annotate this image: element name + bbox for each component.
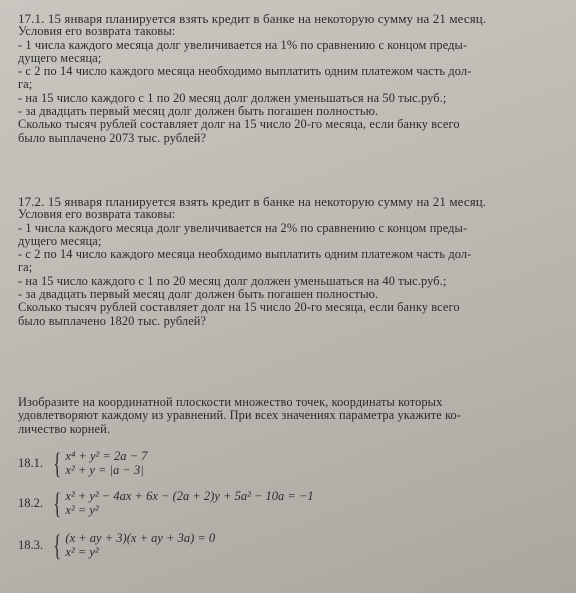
problem-17-2-line: - за двадцать первый месяц долг должен быть погашен полностью. — [18, 287, 379, 302]
problem-17-1-line: - с 2 по 14 число каждого месяца необходимо выплатить одним платежом часть дол- — [18, 64, 472, 79]
equation: x⁴ + y² = 2a − 7 — [65, 449, 148, 463]
problem-label: 18.2. — [18, 496, 43, 510]
problem-17-2-line: Сколько тысяч рублей составляет долг на 15 число 20-го месяца, если банку всего — [18, 300, 460, 315]
problem-17-1-line: - на 15 число каждого с 1 по 20 месяц долг должен уменьшаться на 50 тыс.руб.; — [18, 90, 447, 105]
problem-17-2-line: 17.2. 15 января планируется взять кредит в банке на некоторую сумму на 21 месяц. — [18, 194, 487, 209]
problem-17-2-line: Условия его возврата таковы: — [18, 207, 176, 222]
equation: x² = y² — [65, 502, 99, 517]
problem-17-2-line: - 1 числа каждого месяца долг увеличивается на 2% по сравнению с концом преды- — [18, 220, 468, 235]
equation: x² + y² − 4ax + 6x − (2a + 2)y + 5a² − 10a = −1 — [65, 489, 314, 503]
equation-system — [65, 450, 147, 477]
problem-17-1-line: было выплачено 2073 тыс. рублей? — [18, 130, 207, 145]
system-brace: { — [53, 528, 62, 562]
problem-17-1-line: га; — [18, 77, 33, 92]
equation: x² = y² — [65, 544, 99, 559]
problem-17-2-line: - с 2 по 14 число каждого месяца необходимо выплатить одним платежом часть дол- — [18, 247, 472, 262]
problem-18-intro — [18, 396, 568, 436]
equation-system — [65, 532, 215, 559]
problem-18-intro-line: удовлетворяют каждому из уравнений. При всех значениях параметра укажите ко- — [18, 408, 462, 423]
problem-17-2-line: было выплачено 1820 тыс. рублей? — [18, 313, 207, 328]
problem-label: 18.1. — [18, 456, 43, 470]
problem-17-1-line: Сколько тысяч рублей составляет долг на 15 число 20-го месяца, если банку всего — [18, 117, 460, 132]
problem-17-1-line: - 1 числа каждого месяца долг увеличивается на 1% по сравнению с концом преды- — [18, 37, 468, 52]
problem-18-intro-line: Изобразите на координатной плоскости множество точек, координаты которых — [18, 395, 443, 409]
problem-17-1-line: - за двадцать первый месяц долг должен быть погашен полностью. — [18, 104, 379, 119]
problem-18-1 — [18, 446, 148, 480]
problem-18-2 — [18, 486, 314, 520]
problem-17-2-line: га; — [18, 260, 33, 275]
problem-18-intro-line: личество корней. — [18, 421, 111, 436]
equation-system — [65, 490, 313, 517]
problem-17-1-line: Условия его возврата таковы: — [18, 24, 176, 39]
equation: x² + y = |a − 3| — [65, 462, 144, 477]
problem-17-1 — [18, 12, 568, 145]
problem-17-1-line: 17.1. 15 января планируется взять кредит в банке на некоторую сумму на 21 месяц. — [18, 11, 487, 26]
system-brace: { — [53, 446, 62, 480]
problem-17-2 — [18, 195, 568, 328]
problem-17-2-line: дущего месяца; — [18, 233, 102, 248]
equation: (x + ay + 3)(x + ay + 3a) = 0 — [65, 531, 216, 545]
problem-18-3 — [18, 528, 216, 562]
problem-17-2-line: - на 15 число каждого с 1 по 20 месяц долг должен уменьшаться на 40 тыс.руб.; — [18, 273, 447, 288]
system-brace: { — [53, 486, 62, 520]
problem-label: 18.3. — [18, 538, 43, 552]
problem-17-1-line: дущего месяца; — [18, 50, 102, 65]
